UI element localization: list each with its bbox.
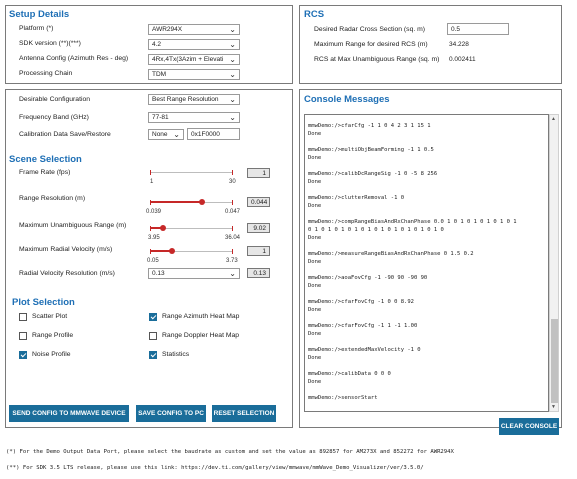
clear-console-button[interactable]: CLEAR CONSOLE bbox=[499, 418, 559, 435]
range-res-min: 0.039 bbox=[146, 209, 162, 215]
range-res-fill bbox=[150, 201, 202, 203]
desirable-config-select[interactable]: Best Range Resolution ⌄ bbox=[148, 94, 240, 105]
range-profile-label: Range Profile bbox=[32, 332, 74, 339]
scene-selection-title: Scene Selection bbox=[9, 154, 82, 165]
max-vel-max: 3.73 bbox=[226, 258, 238, 264]
antenna-label: Antenna Config (Azimuth Res - deg) bbox=[19, 55, 129, 62]
scatter-plot-checkbox[interactable] bbox=[19, 313, 27, 321]
console-line: Done bbox=[308, 331, 322, 337]
console-line: mmwDemo:/>calibData 0 0 0 bbox=[308, 371, 391, 377]
console-line: 0 1 0 1 0 1 0 1 0 1 0 1 0 1 0 1 0 1 0 1 0 bbox=[308, 227, 444, 233]
vel-res-value: 0.13 bbox=[247, 268, 270, 278]
range-res-min-tick bbox=[150, 200, 151, 205]
range-res-value[interactable]: 0.044 bbox=[247, 197, 270, 207]
console-title: Console Messages bbox=[304, 94, 390, 105]
max-range-min: 3.95 bbox=[148, 235, 160, 241]
range-azimuth-checkbox[interactable] bbox=[149, 313, 157, 321]
console-line bbox=[308, 242, 548, 250]
footnote-baudrate: (*) For the Demo Output Data Port, please select the baudrate as custom and set the value as 892857 for AM273X and 852272 for AWR294X bbox=[6, 449, 454, 455]
platform-label: Platform (*) bbox=[19, 25, 54, 32]
max-range-max-tick bbox=[232, 226, 233, 231]
frame-rate-max-tick bbox=[232, 170, 233, 175]
frame-rate-label: Frame Rate (fps) bbox=[19, 169, 71, 176]
frame-rate-max: 30 bbox=[229, 179, 236, 185]
console-line: Done bbox=[308, 179, 322, 185]
chain-label: Processing Chain bbox=[19, 70, 73, 77]
scroll-up-icon[interactable]: ▲ bbox=[551, 116, 556, 122]
chevron-down-icon: ⌄ bbox=[229, 113, 236, 122]
platform-select[interactable]: AWR294X ⌄ bbox=[148, 24, 240, 35]
console-line bbox=[308, 362, 548, 370]
frequency-band-label: Frequency Band (GHz) bbox=[19, 114, 89, 121]
console-line bbox=[308, 290, 548, 298]
sdk-label: SDK version (**)(***) bbox=[19, 40, 81, 47]
chevron-down-icon: ⌄ bbox=[229, 55, 236, 64]
desirable-config-label: Desirable Configuration bbox=[19, 96, 91, 103]
rcs-title: RCS bbox=[304, 9, 325, 20]
max-range-value[interactable]: 9.02 bbox=[247, 223, 270, 233]
range-doppler-checkbox[interactable] bbox=[149, 332, 157, 340]
max-vel-max-tick bbox=[232, 249, 233, 254]
sdk-select[interactable]: 4.2 ⌄ bbox=[148, 39, 240, 50]
frame-rate-min: 1 bbox=[150, 179, 154, 185]
range-doppler-label: Range Doppler Heat Map bbox=[162, 332, 240, 339]
range-azimuth-label: Range Azimuth Heat Map bbox=[162, 313, 240, 320]
console-line bbox=[308, 138, 548, 146]
max-range-label: Maximum Unambiguous Range (m) bbox=[19, 222, 127, 229]
max-vel-value[interactable]: 1 bbox=[247, 246, 270, 256]
chevron-down-icon: ⌄ bbox=[229, 95, 236, 104]
chevron-down-icon: ⌄ bbox=[229, 40, 236, 49]
reset-selection-button[interactable]: RESET SELECTION bbox=[212, 405, 276, 422]
chevron-down-icon: ⌄ bbox=[229, 25, 236, 34]
range-res-knob[interactable] bbox=[199, 199, 205, 205]
console-line: Done bbox=[308, 235, 322, 241]
statistics-label: Statistics bbox=[162, 351, 190, 358]
console-line: Done bbox=[308, 155, 322, 161]
console-line: mmwDemo:/>multiObjBeamForming -1 1 0.5 bbox=[308, 147, 434, 153]
frequency-band-select[interactable]: 77-81 ⌄ bbox=[148, 112, 240, 123]
console-line: mmwDemo:/>measureRangeBiasAndRxChanPhase 0 1.5 0.2 bbox=[308, 251, 474, 257]
chevron-down-icon: ⌄ bbox=[229, 269, 236, 278]
max-range-min-tick bbox=[150, 226, 151, 231]
noise-profile-checkbox[interactable] bbox=[19, 351, 27, 359]
console-line: Done bbox=[308, 203, 322, 209]
console-line bbox=[308, 338, 548, 346]
range-profile-checkbox[interactable] bbox=[19, 332, 27, 340]
calibration-label: Calibration Data Save/Restore bbox=[19, 131, 111, 138]
max-vel-knob[interactable] bbox=[169, 248, 175, 254]
range-res-max-tick bbox=[232, 200, 233, 205]
vel-res-select[interactable]: 0.13 ⌄ bbox=[148, 268, 240, 279]
vel-res-label: Radial Velocity Resolution (m/s) bbox=[19, 270, 115, 277]
chevron-down-icon: ⌄ bbox=[229, 70, 236, 79]
console-output[interactable] bbox=[304, 114, 549, 412]
max-vel-label: Maximum Radial Velocity (m/s) bbox=[19, 246, 113, 253]
chevron-down-icon: ⌄ bbox=[173, 130, 180, 139]
console-line: mmwDemo:/>extendedMaxVelocity -1 0 bbox=[308, 347, 421, 353]
scroll-down-icon[interactable]: ▼ bbox=[551, 404, 556, 410]
console-line bbox=[308, 210, 548, 218]
save-config-button[interactable]: SAVE CONFIG TO PC bbox=[136, 405, 206, 422]
max-vel-min: 0.05 bbox=[147, 258, 159, 264]
rcs-maxrange-label: Maximum Range for desired RCS (m) bbox=[314, 41, 428, 48]
console-line bbox=[308, 186, 548, 194]
console-line: mmwDemo:/>cfarFovCfg -1 0 0 8.92 bbox=[308, 299, 414, 305]
console-line: Done bbox=[308, 379, 322, 385]
console-line: mmwDemo:/>clutterRemoval -1 0 bbox=[308, 195, 405, 201]
max-range-knob[interactable] bbox=[160, 225, 166, 231]
chain-select[interactable]: TDM ⌄ bbox=[148, 69, 240, 80]
max-vel-min-tick bbox=[150, 249, 151, 254]
console-line: Done bbox=[308, 259, 322, 265]
scatter-plot-label: Scatter Plot bbox=[32, 313, 68, 320]
range-res-label: Range Resolution (m) bbox=[19, 195, 86, 202]
console-line bbox=[308, 162, 548, 170]
send-config-button[interactable]: SEND CONFIG TO MMWAVE DEVICE bbox=[9, 405, 129, 422]
calibration-select[interactable]: None ⌄ bbox=[148, 129, 184, 140]
setup-details-title: Setup Details bbox=[9, 9, 70, 20]
console-line: Done bbox=[308, 307, 322, 313]
rcs-unamb-value: 0.002411 bbox=[449, 56, 476, 63]
frame-rate-track bbox=[150, 172, 233, 173]
noise-profile-label: Noise Profile bbox=[32, 351, 71, 358]
console-line: mmwDemo:/>calibDcRangeSig -1 0 -5 8 256 bbox=[308, 171, 438, 177]
rcs-maxrange-value: 34.228 bbox=[449, 41, 469, 48]
console-scrollbar[interactable] bbox=[549, 114, 559, 412]
console-line: mmwDemo:/>aoaFovCfg -1 -90 90 -90 90 bbox=[308, 275, 428, 281]
console-line bbox=[308, 266, 548, 274]
footnote-sdk-link: (**) For SDK 3.5 LTS release, please use this link: https://dev.ti.com/gallery/view/mmwave/mmWave_Demo_Visualizer/ver/3.5.0/ bbox=[6, 465, 424, 471]
frame-rate-min-tick bbox=[150, 170, 151, 175]
antenna-select[interactable]: 4Rx,4Tx(3Azim + Elevati ⌄ bbox=[148, 54, 240, 65]
calibration-address-input[interactable]: 0x1F0000 bbox=[187, 128, 240, 140]
max-range-max: 36.04 bbox=[225, 235, 241, 241]
plot-selection-title: Plot Selection bbox=[12, 297, 75, 308]
rcs-desired-input[interactable]: 0.5 bbox=[447, 23, 509, 35]
console-line: Done bbox=[308, 131, 322, 137]
console-line: mmwDemo:/>sensorStart bbox=[308, 395, 378, 401]
frame-rate-value[interactable]: 1 bbox=[247, 168, 270, 178]
rcs-unamb-label: RCS at Max Unambiguous Range (sq. m) bbox=[314, 56, 440, 63]
console-line bbox=[308, 314, 548, 322]
range-res-max: 0.047 bbox=[225, 209, 241, 215]
console-line: mmwDemo:/>compRangeBiasAndRxChanPhase 0.0 1 0 1 0 1 0 1 0 1 0 1 bbox=[308, 219, 517, 225]
statistics-checkbox[interactable] bbox=[149, 351, 157, 359]
rcs-desired-label: Desired Radar Cross Section (sq. m) bbox=[314, 26, 426, 33]
console-line: Done bbox=[308, 283, 322, 289]
console-line bbox=[308, 386, 548, 394]
console-line: Done bbox=[308, 355, 322, 361]
console-line: mmwDemo:/>cfarFovCfg -1 1 -1 1.00 bbox=[308, 323, 418, 329]
scrollbar-thumb[interactable] bbox=[551, 319, 558, 403]
console-line: mmwDemo:/>cfarCfg -1 1 0 4 2 3 1 15 1 bbox=[308, 123, 431, 129]
console-lines bbox=[308, 122, 548, 402]
